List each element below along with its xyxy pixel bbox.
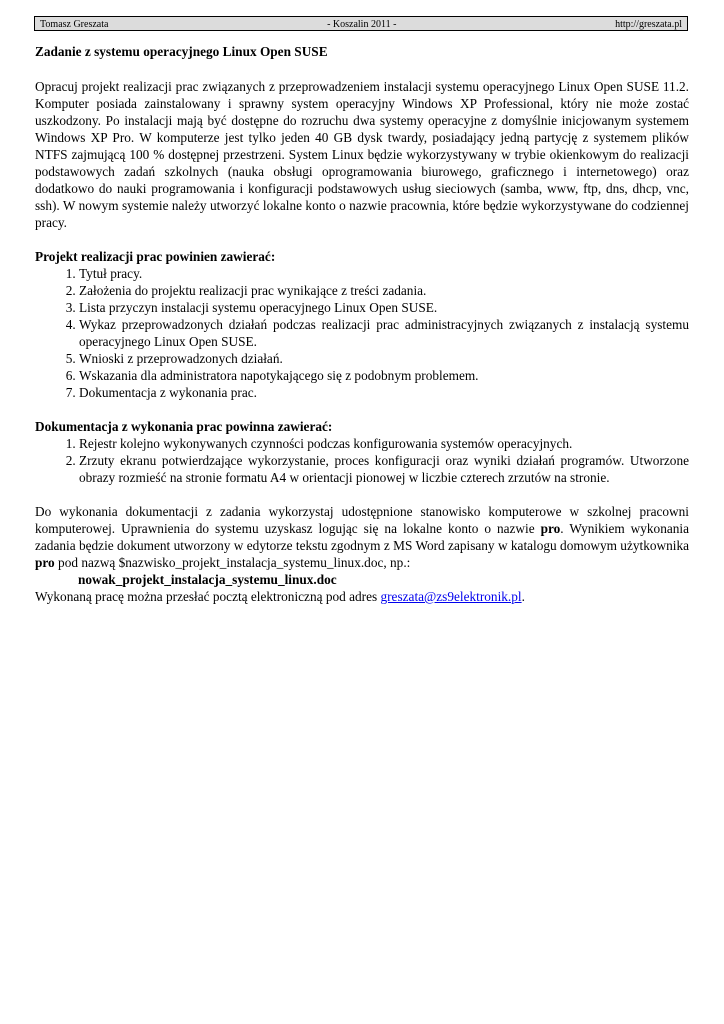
account-name: pro <box>540 521 561 536</box>
project-section-heading: Projekt realizacji prac powinien zawierać: <box>35 249 276 264</box>
header-url: http://greszata.pl <box>615 19 682 30</box>
header-author: Tomasz Greszata <box>40 19 109 30</box>
account-name-2: pro <box>35 555 55 570</box>
list-item: 2. Zrzuty ekranu potwierdzające wykorzystanie, proces konfiguracji oraz wyniki działań programów. Utworzone obrazy rozmieść na stronie formatu A4 w orientacji pionowej w liczbie czterech zrzutów na stronie. <box>79 452 689 486</box>
document-title: Zadanie z systemu operacyjnego Linux Open SUSE <box>35 44 328 59</box>
list-item: 4. Wykaz przeprowadzonych działań podczas realizacji prac administracyjnych związanych z instalacją systemu operacyjnego Linux Open SUSE. <box>79 316 689 350</box>
list-item: 5. Wnioski z przeprowadzonych działań. <box>79 350 689 367</box>
list-item: 2. Założenia do projektu realizacji prac wynikające z treści zadania. <box>79 282 689 299</box>
header-location: - Koszalin 2011 - <box>327 19 397 30</box>
project-requirements-list <box>35 265 689 401</box>
list-item: 3. Lista przyczyn instalacji systemu operacyjnego Linux Open SUSE. <box>79 299 689 316</box>
document-body <box>35 43 689 605</box>
intro-paragraph: Opracuj projekt realizacji prac związanych z przeprowadzeniem instalacji systemu operacyjnego Linux Open SUSE 11.2. Komputer posiada zainstalowany i sprawny system operacyjny Windows XP Professional, który nie może zostać uszkodzony. Po instalacji mają być dostępne do rozruchu dwa systemy operacyjne z domyślnie inicjowanym systemem Windows XP Pro. W komputerze jest tylko jeden 40 GB dysk twardy, posiadający jedną partycję z systemem plików NTFS zajmującą 100 % dostępnej przestrzeni. System Linux będzie wykorzystywany w trybie okienkowym do realizacji podstawowych zadań szkolnych (nauka obsługi oprogramowania biurowego, graficznego i internetowego) oraz dodatkowo do nauki programowania i konfiguracji podstawowych usług sieciowych (samba, www, ftp, dns, dhcp, vnc, ssh). W nowym systemie należy utworzyć lokalne konto o nazwie pracownia, które będzie wykorzystywane do codziennej pracy. <box>35 79 689 230</box>
example-filename: nowak_projekt_instalacja_systemu_linux.doc <box>78 572 337 587</box>
email-line: Wykonaną pracę można przesłać pocztą elektroniczną pod adres greszata@zs9elektronik.pl. <box>35 589 525 604</box>
list-item: 6. Wskazania dla administratora napotykającego się z podobnym problemem. <box>79 367 689 384</box>
closing-paragraph: Do wykonania dokumentacji z zadania wykorzystaj udostępnione stanowisko komputerowe w szkolnej pracowni komputerowej. Uprawnienia do systemu uzyskasz logując się na lokalne konto o nazwie pro. Wynikiem wykonania zadania będzie dokument utworzony w edytorze tekstu zgodnym z MS Word zapisany w katalogu domowym użytkownika pro pod nazwą $nazwisko_projekt_instalacja_systemu_linux.doc, np.: <box>35 504 690 570</box>
list-item: 7. Dokumentacja z wykonania prac. <box>79 384 689 401</box>
docs-requirements-list <box>35 435 689 486</box>
email-link[interactable]: greszata@zs9elektronik.pl <box>380 589 522 604</box>
page-header <box>34 16 688 31</box>
list-item: 1. Rejestr kolejno wykonywanych czynności podczas konfigurowania systemów operacyjnych. <box>79 435 689 452</box>
list-item: 1. Tytuł pracy. <box>79 265 689 282</box>
docs-section-heading: Dokumentacja z wykonania prac powinna zawierać: <box>35 419 333 434</box>
